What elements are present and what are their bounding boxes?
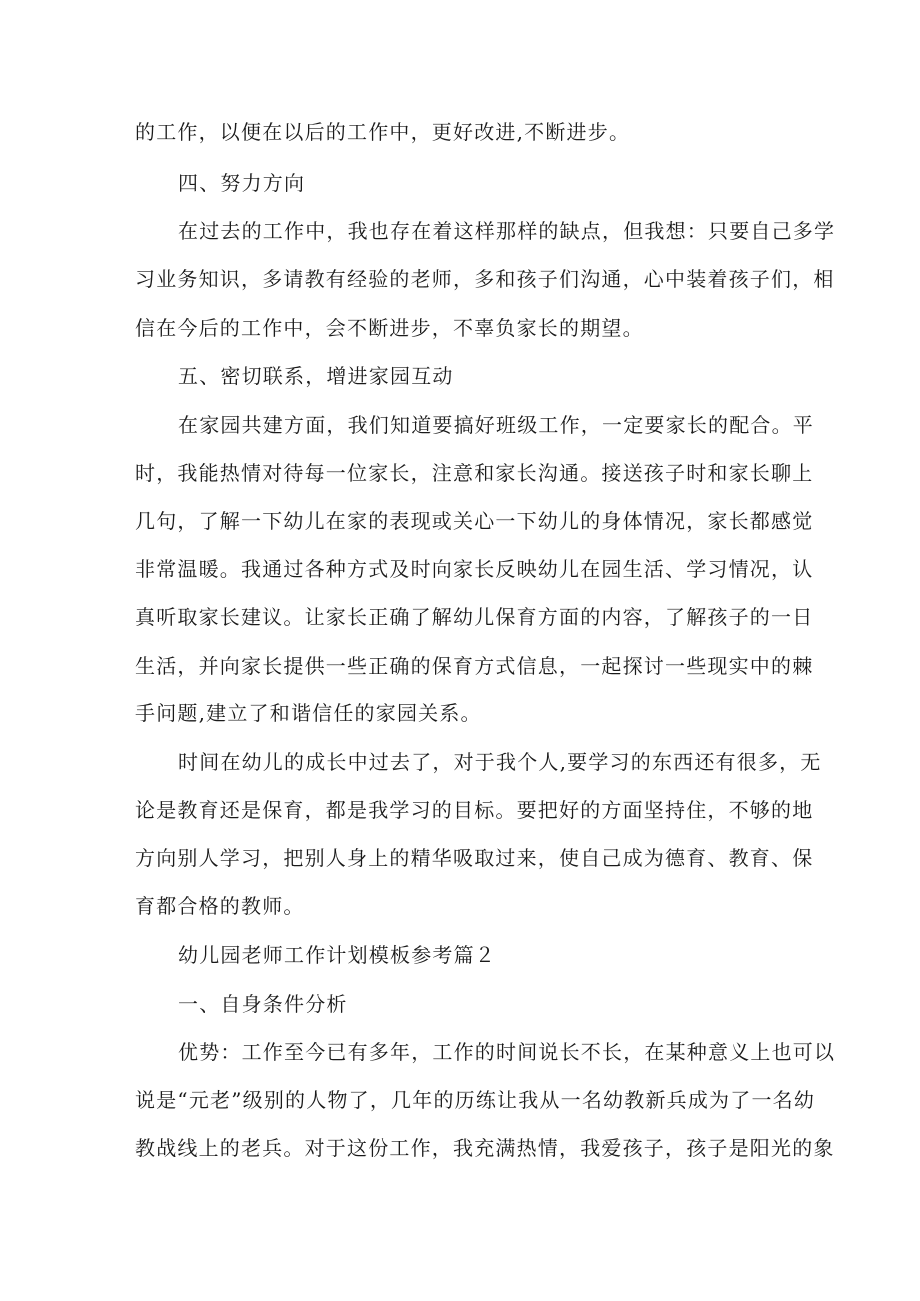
text-line: 说是“元老”级别的人物了，几年的历练让我从一名幼教新兵成为了一名幼 bbox=[135, 1088, 816, 1112]
text-line: 信在今后的工作中，会不断进步，不辜负家长的期望。 bbox=[135, 316, 644, 340]
text-line: 几句，了解一下幼儿在家的表现或关心一下幼儿的身体情况，家长都感觉 bbox=[135, 509, 814, 533]
text-line: 优势：工作至今已有多年，工作的时间说长不长，在某种意义上也可以 bbox=[178, 1040, 836, 1064]
text-line: 真听取家长建议。让家长正确了解幼儿保育方面的内容，了解孩子的一日 bbox=[135, 605, 814, 629]
text-line: 非常温暖。我通过各种方式及时向家长反映幼儿在园生活、学习情况，认 bbox=[135, 557, 814, 581]
text-line: 教战线上的老兵。对于这份工作，我充满热情，我爱孩子，孩子是阳光的象 bbox=[135, 1136, 835, 1160]
text-line: 习业务知识，多请教有经验的老师，多和孩子们沟通，心中装着孩子们，相 bbox=[135, 267, 835, 291]
text-line: 的工作，以便在以后的工作中，更好改进,不断进步。 bbox=[135, 120, 631, 144]
section-heading: 五、密切联系，增进家园互动 bbox=[178, 364, 454, 388]
text-line: 在过去的工作中，我也存在着这样那样的缺点，但我想：只要自己多学 bbox=[178, 219, 836, 243]
text-line: 论是教育还是保育，都是我学习的目标。要把好的方面坚持住，不够的地 bbox=[135, 798, 814, 822]
text-line: 生活，并向家长提供一些正确的保育方式信息，一起探讨一些现实中的棘 bbox=[135, 654, 814, 678]
text-line: 在家园共建方面，我们知道要搞好班级工作，一定要家长的配合。平 bbox=[178, 413, 814, 437]
text-line: 方向别人学习，把别人身上的精华吸取过来，使自己成为德育、教育、保 bbox=[135, 846, 814, 870]
document-subtitle: 幼儿园老师工作计划模板参考篇２ bbox=[178, 943, 496, 967]
text-line: 育都合格的教师。 bbox=[135, 894, 305, 918]
section-heading: 一、自身条件分析 bbox=[178, 992, 348, 1016]
text-line: 时，我能热情对待每一位家长，注意和家长沟通。接送孩子时和家长聊上 bbox=[135, 461, 814, 485]
text-line: 时间在幼儿的成长中过去了，对于我个人,要学习的东西还有很多，无 bbox=[178, 750, 822, 774]
text-line: 手问题,建立了和谐信任的家园关系。 bbox=[135, 701, 482, 725]
section-heading: 四、努力方向 bbox=[178, 171, 306, 195]
